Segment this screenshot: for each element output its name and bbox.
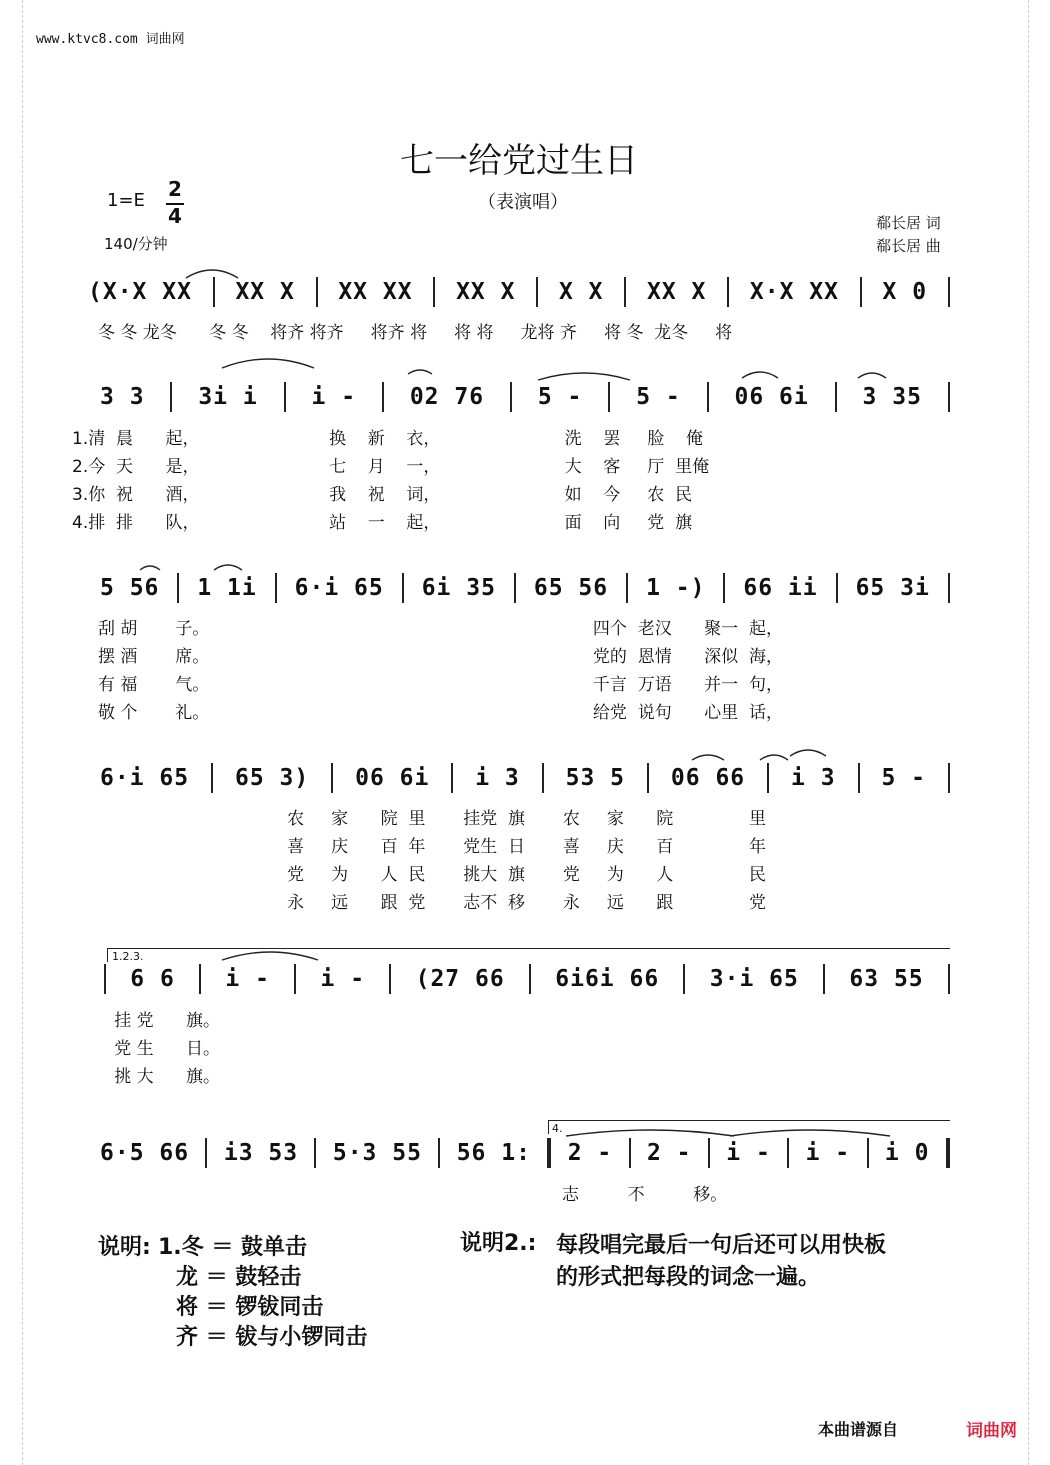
measure: XX X — [235, 279, 295, 305]
volta-bracket-2-edge — [548, 1120, 549, 1134]
time-top: 2 — [168, 177, 182, 201]
measure: 56 1: — [456, 1140, 531, 1166]
slur — [692, 755, 724, 760]
measure: 1 1i — [197, 575, 257, 601]
slur — [538, 373, 630, 380]
measure: (X·X XX — [88, 279, 192, 305]
verse-3: 挑 大 旗。 — [98, 1067, 221, 1087]
note-text-2b: 的形式把每段的词念一遍。 — [556, 1265, 821, 1290]
verse-4: 4.排 排 队， 站 一 起， 面 向 党 旗 — [72, 513, 693, 533]
measure: i - — [805, 1140, 851, 1166]
measure: 6·i 65 — [100, 765, 190, 791]
note-item-4: 齐 ＝ 钹与小锣同击 — [176, 1325, 368, 1350]
measure: 65 3) — [234, 765, 310, 791]
verse-1: 1.清 晨 起， 换 新 衣， 洗 罢 脸 俺 — [72, 429, 703, 449]
measure: 6 6 — [130, 966, 175, 992]
slur — [222, 359, 314, 368]
measure: 6i 35 — [421, 575, 496, 601]
footer-brand[interactable]: 词曲网 — [966, 1421, 1017, 1441]
measure: 3 3 — [100, 384, 145, 410]
measure: i - — [311, 384, 357, 410]
measure: 5 - — [881, 765, 926, 791]
volta-bracket-2 — [548, 1120, 950, 1121]
verse-3: 党 为 人 民 挑大 旗 党 为 人 民 — [98, 865, 766, 885]
note-item-1: 1.冬 ＝ 鼓单击 — [158, 1235, 307, 1260]
verse-1: 刮 胡 子。 四个 老汉 聚一 起， — [98, 619, 783, 639]
score-row-6 — [100, 1136, 950, 1170]
measure: XX X — [647, 279, 707, 305]
volta-label-2: 4. — [552, 1122, 563, 1135]
song-title: 七一给党过生日 — [400, 141, 638, 181]
slur — [760, 755, 788, 760]
measure: i 3 — [791, 765, 836, 791]
verse-1: 农 家 院 里 挂党 旗 农 家 院 里 — [98, 809, 766, 829]
measure: 66 ii — [743, 575, 818, 601]
measure: 6i6i 66 — [555, 966, 660, 992]
measure: i 3 — [475, 765, 520, 791]
score-row-5 — [104, 962, 950, 996]
measure: XX XX — [338, 279, 413, 305]
lyricist: 郗长居 词 — [876, 214, 941, 232]
volta-label-1: 1.2.3. — [112, 950, 144, 963]
measure: i - — [320, 966, 366, 992]
measure: XX X — [456, 279, 516, 305]
notes-label-1: 说明: — [98, 1235, 151, 1260]
measure: 63 55 — [849, 966, 924, 992]
notes-label-2: 说明2.: — [460, 1231, 537, 1256]
measure: 2 - — [646, 1140, 692, 1166]
song-subtitle: （表演唱） — [478, 192, 568, 213]
measure: 2 - — [567, 1140, 613, 1166]
composer: 郗长居 曲 — [876, 237, 941, 255]
measure: 6·i 65 — [294, 575, 384, 601]
measure: 5 - — [636, 384, 681, 410]
measure: 5·3 55 — [332, 1140, 422, 1166]
key-signature: 1=E — [107, 190, 145, 211]
time-bottom: 4 — [168, 204, 182, 228]
measure: 65 3i — [855, 575, 930, 601]
left-border — [22, 0, 24, 1465]
measure: i - — [726, 1140, 771, 1166]
verse-1: 挂 党 旗。 — [98, 1011, 221, 1031]
lyric-line: 冬 冬 龙冬 冬 冬 将齐 将齐 将齐 将 将 将 龙将 齐 将 冬 龙冬 将 — [98, 323, 733, 343]
measure: (27 66 — [415, 966, 505, 992]
volta-bracket-1-edge — [107, 948, 108, 962]
slur — [140, 566, 160, 570]
note-text-2a: 每段唱完最后一句后还可以用快板 — [556, 1233, 887, 1258]
coda-lyrics: 志 不 移。 — [562, 1185, 728, 1205]
verse-2: 喜 庆 百 年 党生 日 喜 庆 百 年 — [98, 837, 766, 857]
slur — [214, 565, 242, 570]
slur — [222, 952, 318, 960]
measure: 6·5 66 — [100, 1140, 190, 1166]
measure: 3·i 65 — [709, 966, 799, 992]
note-item-3: 将 ＝ 锣钹同击 — [176, 1295, 324, 1320]
verse-2: 摆 酒 席。 党的 恩情 深似 海， — [98, 647, 783, 667]
measure: 06 66 — [670, 765, 746, 791]
slur — [858, 373, 886, 378]
measure: X 0 — [882, 279, 928, 305]
verse-2: 2.今 天 是， 七 月 一， 大 客 厅 里俺 — [72, 457, 710, 477]
measure: i - — [225, 966, 270, 992]
measure: i3 53 — [223, 1140, 299, 1166]
measure: 06 6i — [734, 384, 809, 410]
verse-4: 敬 个 礼。 给党 说句 心里 话， — [98, 703, 783, 723]
measure: 53 5 — [565, 765, 626, 791]
measure: 02 76 — [409, 384, 485, 410]
measure: i 0 — [884, 1140, 930, 1166]
verse-3: 有 福 气。 千言 万语 并一 句， — [98, 675, 783, 695]
measure: 3i i — [198, 384, 258, 410]
note-item-2: 龙 ＝ 鼓轻击 — [176, 1265, 302, 1290]
slur — [742, 372, 778, 378]
site-url[interactable]: www.ktvc8.com 词曲网 — [36, 32, 185, 47]
slur — [790, 750, 826, 756]
score-row-3 — [100, 571, 950, 605]
measure: 65 56 — [533, 575, 609, 601]
measure: 5 56 — [100, 575, 160, 601]
verse-3: 3.你 祝 酒， 我 祝 词， 如 今 农 民 — [72, 485, 693, 505]
score-row-4 — [100, 761, 950, 795]
right-border — [1028, 0, 1030, 1465]
measure: 3 35 — [862, 384, 922, 410]
measure: X·X XX — [749, 279, 839, 305]
measure: 5 - — [537, 384, 583, 410]
tempo: 140/分钟 — [104, 235, 168, 253]
measure: 1 -) — [646, 575, 706, 601]
verse-2: 党 生 日。 — [98, 1039, 221, 1059]
score-row-1 — [88, 275, 950, 309]
measure: 06 6i — [355, 765, 430, 791]
slur — [408, 370, 432, 374]
footer-source: 本曲谱源自 — [818, 1420, 899, 1439]
verse-4: 永 远 跟 党 志不 移 永 远 跟 党 — [98, 893, 766, 913]
score-row-2 — [100, 380, 950, 414]
volta-bracket-1 — [107, 948, 950, 949]
measure: X X — [558, 279, 604, 305]
